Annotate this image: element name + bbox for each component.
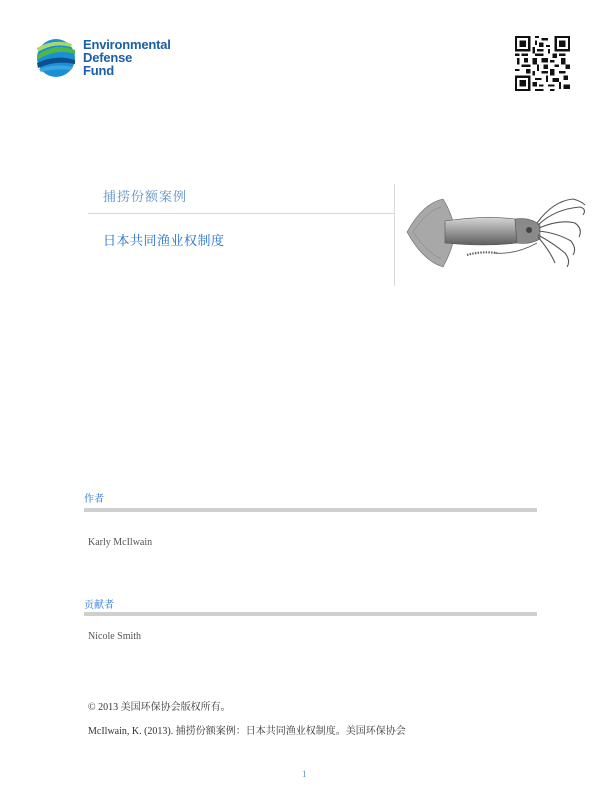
logo-line-1: Environmental: [83, 37, 171, 52]
citation-text: McIlwain, K. (2013). 捕捞份额案例：日本共同渔业权制度。美国环保协会: [88, 726, 406, 737]
edf-logo-mark-icon: [36, 38, 76, 78]
authors-divider: [84, 508, 537, 512]
page-number: 1: [302, 769, 307, 779]
edf-logo: [36, 36, 186, 80]
squid-illustration-icon: [405, 195, 590, 270]
vertical-divider: [394, 184, 395, 286]
edf-logo-text: [83, 38, 171, 77]
copyright-notice: © 2013 美国环保协会版权所有。: [88, 702, 231, 713]
author-name: Karly McIlwain: [88, 537, 153, 548]
title-divider: [88, 213, 394, 214]
page-title: 日本共同渔业权制度: [103, 233, 225, 248]
contributors-heading: 贡献者: [84, 600, 114, 611]
series-title: 捕捞份额案例: [103, 189, 188, 204]
logo-line-2: Defense: [83, 50, 133, 65]
contributors-divider: [84, 612, 537, 616]
qr-code-icon: [515, 36, 570, 91]
authors-heading: 作者: [84, 494, 104, 505]
contributor-name: Nicole Smith: [88, 631, 142, 642]
logo-line-3: Fund: [83, 63, 114, 78]
